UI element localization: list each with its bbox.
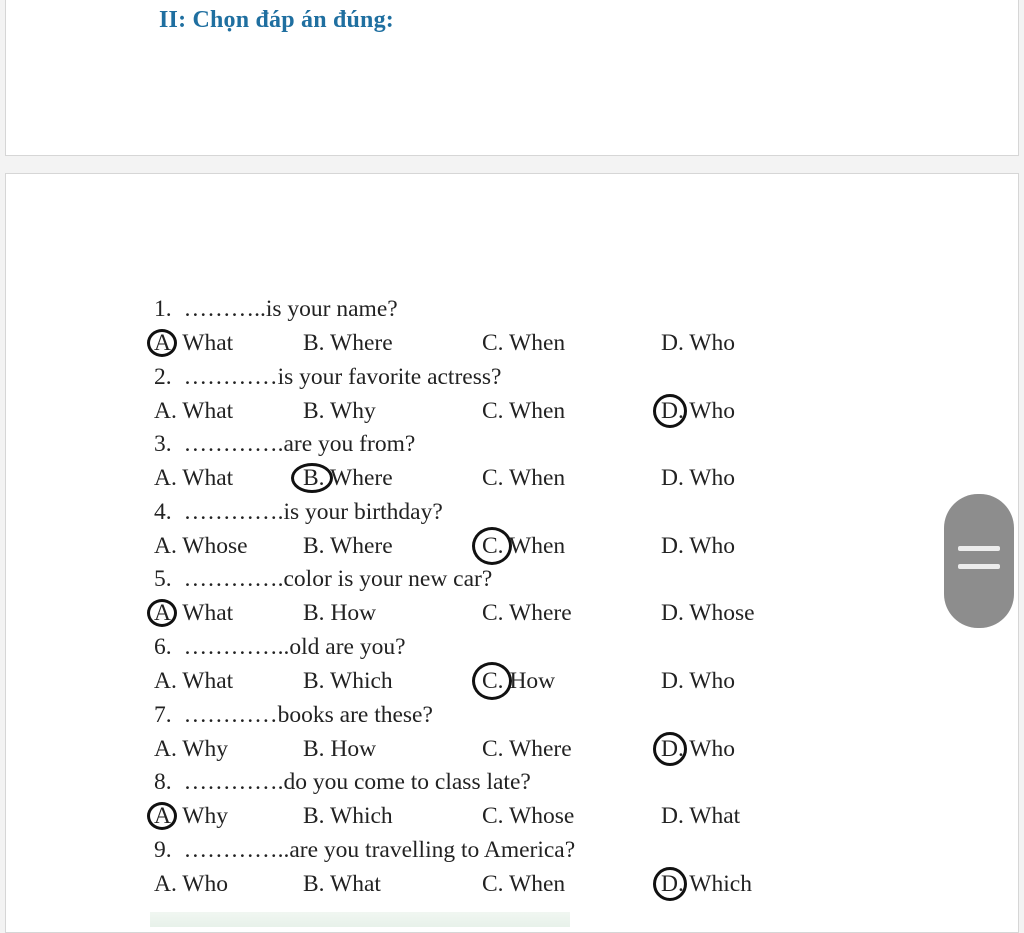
answer-blank: …………. bbox=[183, 566, 284, 592]
option-text: How bbox=[503, 668, 556, 694]
option-letter: D. bbox=[661, 736, 684, 762]
option-letter: D. bbox=[661, 330, 684, 356]
option-letter: C. bbox=[482, 803, 504, 829]
scroll-handle[interactable] bbox=[944, 494, 1014, 628]
option-c[interactable] bbox=[482, 598, 572, 628]
question-text: are you travelling to America? bbox=[289, 837, 576, 863]
question-number: 8. bbox=[154, 769, 172, 795]
question-number: 7. bbox=[154, 702, 172, 728]
option-d[interactable] bbox=[661, 463, 735, 493]
option-b[interactable] bbox=[303, 328, 393, 358]
option-letter: C. bbox=[482, 736, 504, 762]
answer-blank: ………… bbox=[183, 364, 278, 390]
option-letter: D. bbox=[661, 668, 684, 694]
option-b[interactable] bbox=[303, 666, 393, 696]
question-number: 1. bbox=[154, 296, 172, 322]
option-letter: B. bbox=[303, 600, 325, 626]
option-letter: B. bbox=[303, 668, 325, 694]
option-c[interactable] bbox=[482, 328, 565, 358]
option-d[interactable] bbox=[661, 396, 735, 426]
option-letter: B. bbox=[303, 803, 325, 829]
option-letter: A. bbox=[154, 465, 177, 491]
answer-blank: ………… bbox=[183, 702, 278, 728]
option-letter: C. bbox=[482, 533, 504, 559]
option-c[interactable] bbox=[482, 666, 555, 696]
option-b[interactable] bbox=[303, 463, 393, 493]
option-a[interactable] bbox=[154, 396, 233, 426]
option-letter: D. bbox=[661, 533, 684, 559]
option-c[interactable] bbox=[482, 801, 574, 831]
question-text: color is your new car? bbox=[283, 566, 493, 592]
option-a[interactable] bbox=[154, 328, 233, 358]
option-letter: D. bbox=[661, 398, 684, 424]
option-d[interactable] bbox=[661, 869, 752, 899]
option-text: Why bbox=[176, 803, 228, 829]
option-b[interactable] bbox=[303, 531, 393, 561]
option-text: What bbox=[176, 330, 234, 356]
question-text: old are you? bbox=[289, 634, 406, 660]
option-letter: C. bbox=[482, 600, 504, 626]
option-text: When bbox=[503, 533, 566, 559]
option-text: Who bbox=[683, 330, 735, 356]
option-letter: A. bbox=[154, 668, 177, 694]
option-a[interactable] bbox=[154, 734, 228, 764]
option-letter: B. bbox=[303, 871, 325, 897]
option-text: Whose bbox=[176, 533, 248, 559]
option-c[interactable] bbox=[482, 531, 565, 561]
option-letter: B. bbox=[303, 736, 325, 762]
option-c[interactable] bbox=[482, 396, 565, 426]
option-d[interactable] bbox=[661, 598, 755, 628]
option-letter: B. bbox=[303, 533, 325, 559]
option-text: Who bbox=[683, 398, 735, 424]
question-text: is your birthday? bbox=[283, 499, 443, 525]
option-text: Who bbox=[683, 465, 735, 491]
question-stem bbox=[154, 767, 531, 797]
option-letter: C. bbox=[482, 330, 504, 356]
option-text: Who bbox=[176, 871, 228, 897]
option-text: Where bbox=[503, 736, 572, 762]
option-c[interactable] bbox=[482, 734, 572, 764]
option-text: Who bbox=[683, 533, 735, 559]
option-text: How bbox=[324, 600, 377, 626]
option-letter: A. bbox=[154, 736, 177, 762]
option-b[interactable] bbox=[303, 396, 376, 426]
option-c[interactable] bbox=[482, 463, 565, 493]
question-text: is your name? bbox=[265, 296, 398, 322]
option-d[interactable] bbox=[661, 531, 735, 561]
option-b[interactable] bbox=[303, 801, 393, 831]
option-d[interactable] bbox=[661, 801, 740, 831]
answer-blank: ………….. bbox=[183, 634, 290, 660]
option-a[interactable] bbox=[154, 869, 228, 899]
option-letter: A. bbox=[154, 803, 177, 829]
option-text: When bbox=[503, 465, 566, 491]
option-text: Who bbox=[683, 668, 735, 694]
option-letter: C. bbox=[482, 871, 504, 897]
option-text: What bbox=[176, 465, 234, 491]
option-letter: C. bbox=[482, 465, 504, 491]
option-text: When bbox=[503, 398, 566, 424]
option-letter: A. bbox=[154, 600, 177, 626]
option-text: Where bbox=[324, 465, 393, 491]
answer-blank: …………. bbox=[183, 769, 284, 795]
question-number: 3. bbox=[154, 431, 172, 457]
option-text: Why bbox=[176, 736, 228, 762]
option-letter: A. bbox=[154, 533, 177, 559]
option-text: Where bbox=[324, 533, 393, 559]
option-text: How bbox=[324, 736, 377, 762]
option-text: When bbox=[503, 871, 566, 897]
option-letter: A. bbox=[154, 330, 177, 356]
answer-blank: …………. bbox=[183, 431, 284, 457]
option-letter: B. bbox=[303, 398, 325, 424]
answer-blank: ………….. bbox=[183, 837, 290, 863]
option-letter: D. bbox=[661, 600, 684, 626]
option-b[interactable] bbox=[303, 734, 376, 764]
option-b[interactable] bbox=[303, 598, 376, 628]
option-text: When bbox=[503, 330, 566, 356]
question-stem bbox=[154, 497, 443, 527]
option-text: Where bbox=[324, 330, 393, 356]
option-letter: C. bbox=[482, 398, 504, 424]
question-stem bbox=[154, 700, 433, 730]
question-number: 5. bbox=[154, 566, 172, 592]
next-section-fragment bbox=[150, 912, 570, 927]
grip-icon bbox=[958, 564, 1000, 569]
question-stem bbox=[154, 835, 575, 865]
option-text: Which bbox=[324, 668, 393, 694]
option-a[interactable] bbox=[154, 666, 233, 696]
question-stem bbox=[154, 429, 415, 459]
option-c[interactable] bbox=[482, 869, 565, 899]
option-text: Whose bbox=[683, 600, 755, 626]
option-letter: B. bbox=[303, 465, 325, 491]
option-letter: C. bbox=[482, 668, 504, 694]
grip-icon bbox=[958, 546, 1000, 551]
question-stem bbox=[154, 632, 406, 662]
answer-blank: …………. bbox=[183, 499, 284, 525]
question-text: are you from? bbox=[283, 431, 416, 457]
question-text: is your favorite actress? bbox=[277, 364, 502, 390]
option-text: Whose bbox=[503, 803, 575, 829]
question-text: books are these? bbox=[277, 702, 433, 728]
option-letter: D. bbox=[661, 465, 684, 491]
option-a[interactable] bbox=[154, 531, 248, 561]
question-stem bbox=[154, 564, 492, 594]
option-d[interactable] bbox=[661, 666, 735, 696]
option-letter: B. bbox=[303, 330, 325, 356]
option-a[interactable] bbox=[154, 801, 228, 831]
question-number: 6. bbox=[154, 634, 172, 660]
option-text: What bbox=[324, 871, 381, 897]
option-text: Why bbox=[324, 398, 376, 424]
option-letter: A. bbox=[154, 398, 177, 424]
question-stem bbox=[154, 294, 398, 324]
question-number: 9. bbox=[154, 837, 172, 863]
option-text: Which bbox=[324, 803, 393, 829]
question-stem bbox=[154, 362, 501, 392]
question-text: do you come to class late? bbox=[283, 769, 531, 795]
option-a[interactable] bbox=[154, 463, 233, 493]
option-d[interactable] bbox=[661, 734, 735, 764]
option-text: What bbox=[176, 398, 234, 424]
option-letter: A. bbox=[154, 871, 177, 897]
section-heading: II: Chọn đáp án đúng: bbox=[159, 7, 394, 33]
option-text: What bbox=[176, 600, 234, 626]
answer-blank: ……….. bbox=[183, 296, 266, 322]
option-a[interactable] bbox=[154, 598, 233, 628]
option-text: What bbox=[683, 803, 741, 829]
option-text: Where bbox=[503, 600, 572, 626]
option-letter: D. bbox=[661, 871, 684, 897]
option-text: Which bbox=[683, 871, 752, 897]
option-letter: D. bbox=[661, 803, 684, 829]
question-number: 2. bbox=[154, 364, 172, 390]
question-number: 4. bbox=[154, 499, 172, 525]
option-text: What bbox=[176, 668, 234, 694]
option-text: Who bbox=[683, 736, 735, 762]
option-b[interactable] bbox=[303, 869, 381, 899]
option-d[interactable] bbox=[661, 328, 735, 358]
